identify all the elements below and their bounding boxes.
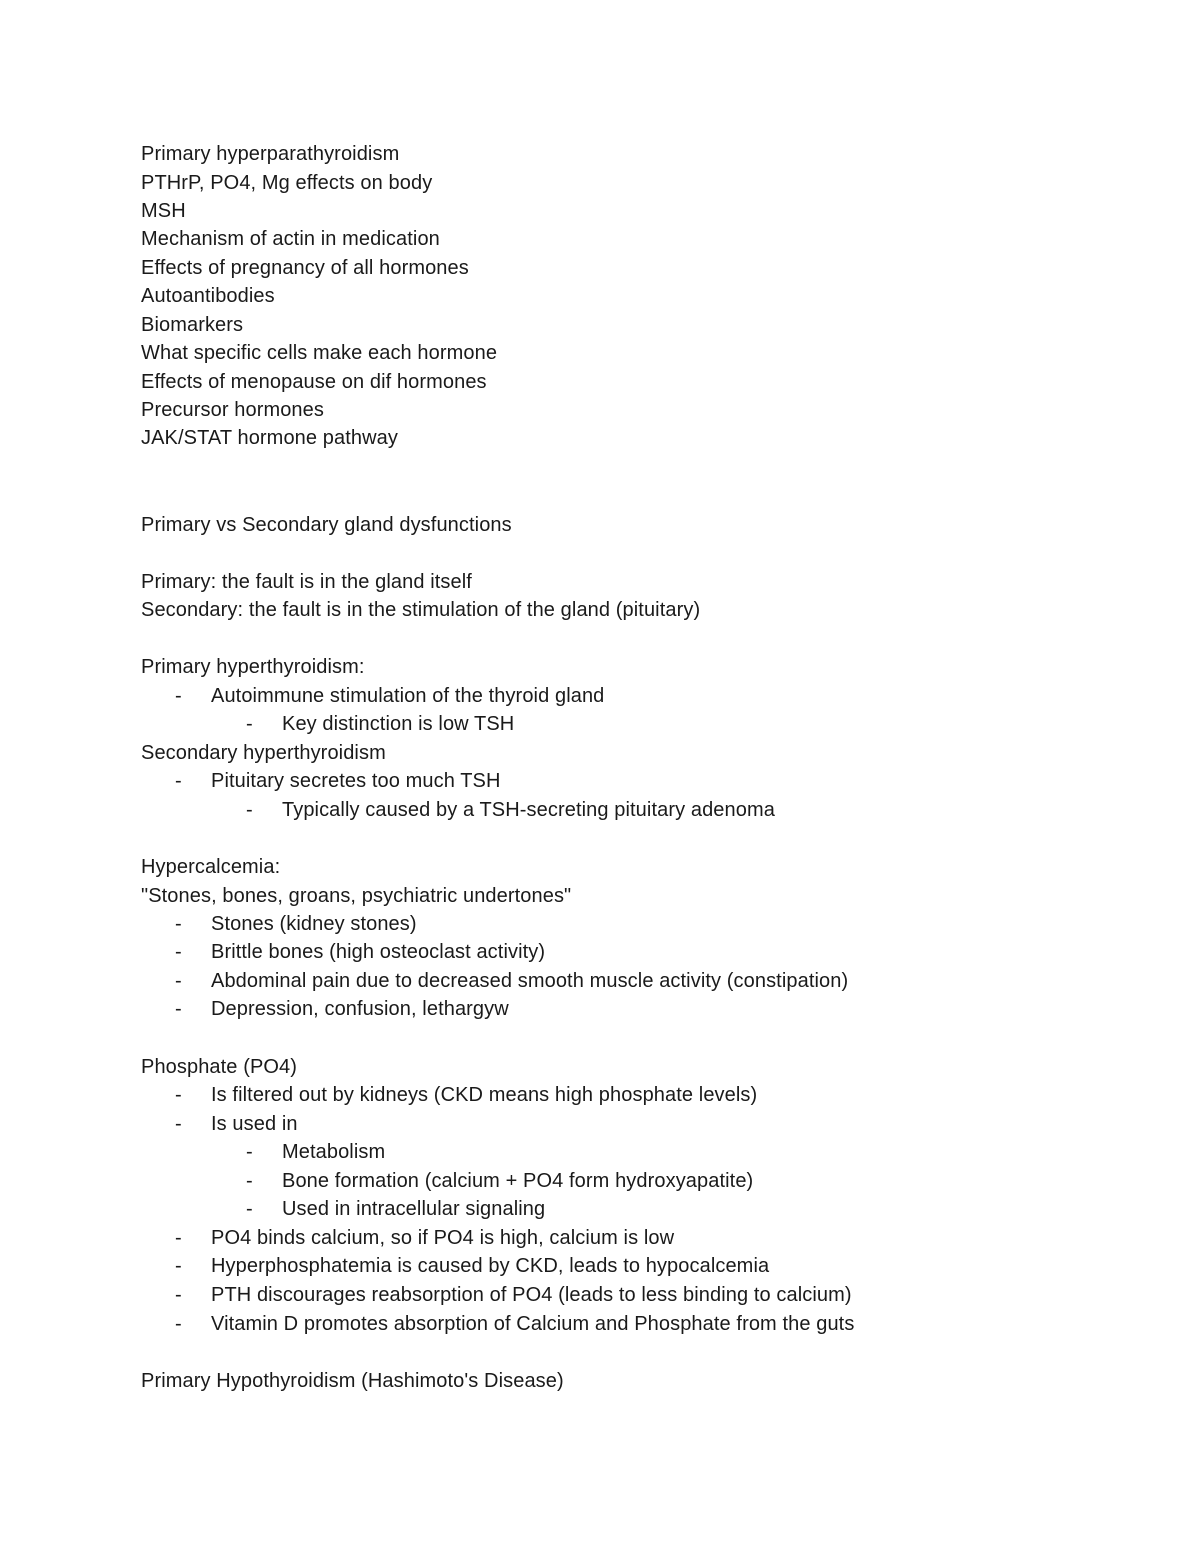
topic-line: Primary hyperparathyroidism — [141, 143, 400, 165]
bullet-dash: - — [246, 1198, 253, 1220]
bullet-dash: - — [246, 1170, 253, 1192]
list-item: Is used in — [211, 1113, 298, 1135]
list-item: Abdominal pain due to decreased smooth muscle activity (constipation) — [211, 970, 849, 992]
bullet-dash: - — [246, 1141, 253, 1163]
section-heading: Hypercalcemia: — [141, 856, 281, 878]
section-heading: Phosphate (PO4) — [141, 1056, 298, 1078]
topic-line: PTHrP, PO4, Mg effects on body — [141, 172, 433, 194]
bullet-dash: - — [246, 713, 253, 735]
mnemonic-line: "Stones, bones, groans, psychiatric undertones" — [141, 885, 572, 907]
bullet-dash: - — [246, 799, 253, 821]
definition-line: Primary: the fault is in the gland itself — [141, 571, 472, 593]
topic-line: JAK/STAT hormone pathway — [141, 427, 398, 449]
topic-line: Mechanism of actin in medication — [141, 228, 440, 250]
sub-list-item: Key distinction is low TSH — [282, 713, 515, 735]
sub-list-item: Bone formation (calcium + PO4 form hydroxyapatite) — [282, 1170, 754, 1192]
list-item: Autoimmune stimulation of the thyroid gland — [211, 685, 605, 707]
bullet-dash: - — [175, 770, 182, 792]
bullet-dash: - — [175, 1227, 182, 1249]
bullet-dash: - — [175, 1284, 182, 1306]
topic-line: Biomarkers — [141, 314, 244, 336]
list-item: PTH discourages reabsorption of PO4 (leads to less binding to calcium) — [211, 1284, 852, 1306]
bullet-dash: - — [175, 1084, 182, 1106]
list-item: Vitamin D promotes absorption of Calcium and Phosphate from the guts — [211, 1313, 855, 1335]
bullet-dash: - — [175, 970, 182, 992]
bullet-dash: - — [175, 941, 182, 963]
list-item: Depression, confusion, lethargyw — [211, 998, 509, 1020]
section-heading: Primary Hypothyroidism (Hashimoto's Disease) — [141, 1370, 564, 1392]
bullet-dash: - — [175, 913, 182, 935]
bullet-dash: - — [175, 685, 182, 707]
sub-list-item: Typically caused by a TSH-secreting pituitary adenoma — [282, 799, 775, 821]
bullet-dash: - — [175, 1313, 182, 1335]
bullet-dash: - — [175, 1255, 182, 1277]
sub-list-item: Used in intracellular signaling — [282, 1198, 546, 1220]
list-item: Stones (kidney stones) — [211, 913, 417, 935]
topic-line: Effects of pregnancy of all hormones — [141, 257, 469, 279]
list-item: Brittle bones (high osteoclast activity) — [211, 941, 546, 963]
topic-line: Autoantibodies — [141, 285, 275, 307]
bullet-dash: - — [175, 1113, 182, 1135]
definition-line: Secondary: the fault is in the stimulation of the gland (pituitary) — [141, 599, 701, 621]
list-item: Hyperphosphatemia is caused by CKD, leads to hypocalcemia — [211, 1255, 770, 1277]
topic-line: What specific cells make each hormone — [141, 342, 498, 364]
topic-line: Precursor hormones — [141, 399, 324, 421]
list-item: Is filtered out by kidneys (CKD means high phosphate levels) — [211, 1084, 758, 1106]
bullet-dash: - — [175, 998, 182, 1020]
list-item: PO4 binds calcium, so if PO4 is high, calcium is low — [211, 1227, 675, 1249]
topic-line: Effects of menopause on dif hormones — [141, 371, 487, 393]
topic-line: MSH — [141, 200, 186, 222]
list-item: Pituitary secretes too much TSH — [211, 770, 501, 792]
section-heading: Primary hyperthyroidism: — [141, 656, 365, 678]
section-heading: Secondary hyperthyroidism — [141, 742, 386, 764]
section-heading: Primary vs Secondary gland dysfunctions — [141, 514, 512, 536]
sub-list-item: Metabolism — [282, 1141, 386, 1163]
